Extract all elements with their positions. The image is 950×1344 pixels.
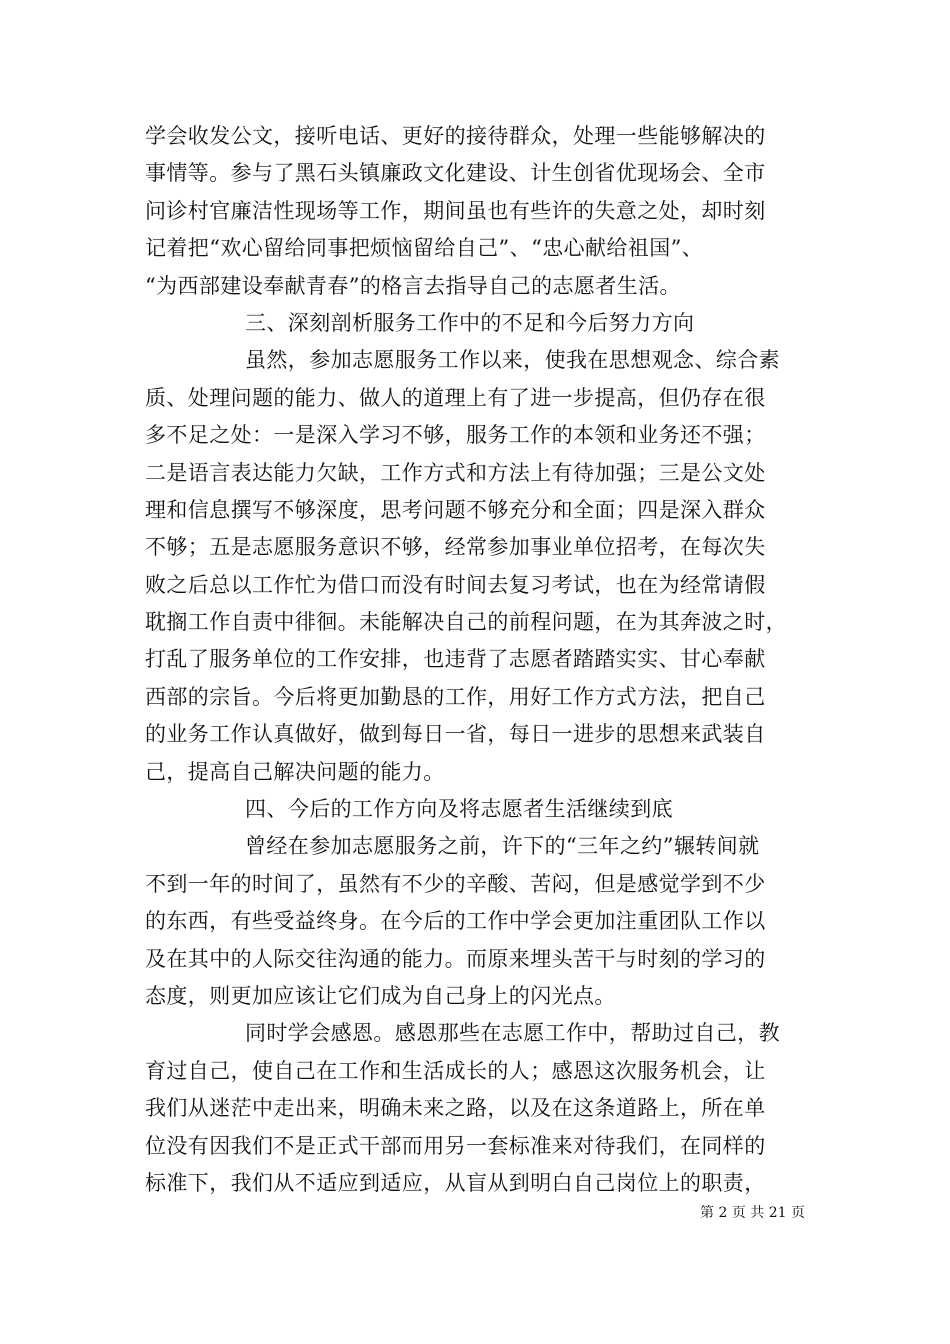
text-line: 事情等。参与了黑石头镇廉政文化建设、计生创省优现场会、全市	[145, 161, 766, 186]
text-line: 理和信息撰写不够深度，思考问题不够充分和全面；四是深入群众	[145, 497, 766, 522]
text-line: 及在其中的人际交往沟通的能力。而原来埋头苦干与时刻的学习的	[145, 946, 766, 971]
section-heading: 四、今后的工作方向及将志愿者生活继续到底	[245, 797, 673, 822]
text-line: 西部的宗旨。今后将更加勤恳的工作，用好工作方式方法，把自己	[145, 684, 766, 709]
text-line: 学会收发公文，接听电话、更好的接待群众，处理一些能够解决的	[145, 124, 766, 148]
body-text	[145, 118, 845, 1202]
text-line: 己，提高自己解决问题的能力。	[145, 759, 445, 784]
text-line: 多不足之处：一是深入学习不够，服务工作的本领和业务还不强；	[145, 423, 766, 448]
page-number: 第 2 页 共 21 页	[700, 1205, 805, 1221]
text-line: 不到一年的时间了，虽然有不少的辛酸、苦闷，但是感觉学到不少	[145, 871, 766, 896]
text-line: 虽然，参加志愿服务工作以来，使我在思想观念、综合素	[245, 348, 780, 373]
text-line: 同时学会感恩。感恩那些在志愿工作中，帮助过自己，教	[245, 1021, 780, 1046]
text-line: 耽搁工作自责中徘徊。未能解决自己的前程问题，在为其奔波之时，	[145, 610, 787, 635]
text-line: 我们从迷茫中走出来，明确未来之路，以及在这条道路上，所在单	[145, 1096, 766, 1121]
text-line: 的东西，有些受益终身。在今后的工作中学会更加注重团队工作以	[145, 909, 766, 934]
section-heading: 三、深刻剖析服务工作中的不足和今后努力方向	[245, 310, 695, 335]
text-line: 的业务工作认真做好，做到每日一省，每日一进步的思想来武装自	[145, 722, 766, 747]
text-line: 不够；五是志愿服务意识不够，经常参加事业单位招考，在每次失	[145, 535, 766, 560]
text-line: 标准下，我们从不适应到适应，从盲从到明白自己岗位上的职责，	[145, 1170, 766, 1195]
text-line: 质、处理问题的能力、做人的道理上有了进一步提高，但仍存在很	[145, 385, 766, 410]
text-line: 二是语言表达能力欠缺，工作方式和方法上有待加强；三是公文处	[145, 460, 766, 485]
text-line: 败之后总以工作忙为借口而没有时间去复习考试，也在为经常请假	[145, 572, 766, 597]
text-line: 记着把“欢心留给同事把烦恼留给自己”、“忠心献给祖国”、	[145, 236, 704, 261]
text-line: 曾经在参加志愿服务之前，许下的“三年之约”辗转间就	[245, 834, 760, 859]
text-line: 打乱了服务单位的工作安排，也违背了志愿者踏踏实实、甘心奉献	[145, 647, 766, 672]
text-line: “为西部建设奉献青春”的格言去指导自己的志愿者生活。	[145, 273, 681, 298]
text-line: 问诊村官廉洁性现场等工作，期间虽也有些许的失意之处，却时刻	[145, 198, 766, 223]
text-line: 位没有因我们不是正式干部而用另一套标准来对待我们，在同样的	[145, 1133, 766, 1158]
text-line: 育过自己，使自己在工作和生活成长的人；感恩这次服务机会，让	[145, 1058, 766, 1083]
text-line: 态度，则更加应该让它们成为自己身上的闪光点。	[145, 983, 616, 1008]
